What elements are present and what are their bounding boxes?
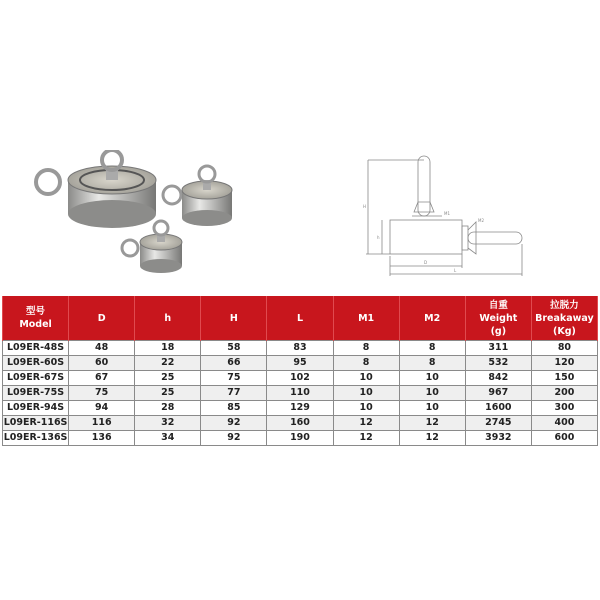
table-row <box>3 356 598 371</box>
small-magnet-icon <box>122 221 182 273</box>
col-header-m1: M1 <box>333 296 399 341</box>
cell-m1: 10 <box>333 371 399 386</box>
cell-breakaway: 150 <box>531 371 597 386</box>
product-photo <box>20 150 260 275</box>
medium-magnet-icon <box>163 166 232 226</box>
cell-m1: 12 <box>333 431 399 446</box>
cell-h-small: 28 <box>135 401 201 416</box>
cell-m2: 8 <box>399 356 465 371</box>
cell-h-small: 25 <box>135 371 201 386</box>
col-header-model: 型号 Model <box>3 296 69 341</box>
large-magnet-icon <box>36 150 156 228</box>
cell-h-small: 25 <box>135 386 201 401</box>
col-header-m2: M2 <box>399 296 465 341</box>
table-header-row <box>3 296 598 341</box>
cell-d: 75 <box>69 386 135 401</box>
cell-weight: 1600 <box>465 401 531 416</box>
cell-l: 129 <box>267 401 333 416</box>
col-header-l: L <box>267 296 333 341</box>
cell-m2: 12 <box>399 431 465 446</box>
cell-breakaway: 80 <box>531 341 597 356</box>
cell-m1: 8 <box>333 341 399 356</box>
cell-model: L09ER-136S <box>3 431 69 446</box>
col-header-h-small: h <box>135 296 201 341</box>
cell-l: 95 <box>267 356 333 371</box>
cell-m1: 10 <box>333 401 399 416</box>
table-row <box>3 401 598 416</box>
cell-h-large: 92 <box>201 431 267 446</box>
cell-m2: 10 <box>399 401 465 416</box>
cell-m2: 10 <box>399 371 465 386</box>
col-header-breakaway: 拉脱力 Breakaway (Kg) <box>531 296 597 341</box>
cell-l: 110 <box>267 386 333 401</box>
table-row <box>3 431 598 446</box>
cell-h-large: 66 <box>201 356 267 371</box>
cell-breakaway: 300 <box>531 401 597 416</box>
spec-table <box>2 296 598 446</box>
table-row <box>3 341 598 356</box>
table-row <box>3 371 598 386</box>
cell-weight: 311 <box>465 341 531 356</box>
cell-l: 83 <box>267 341 333 356</box>
cell-d: 67 <box>69 371 135 386</box>
table-row <box>3 416 598 431</box>
cell-h-large: 85 <box>201 401 267 416</box>
cell-l: 160 <box>267 416 333 431</box>
cell-h-large: 92 <box>201 416 267 431</box>
cell-h-small: 34 <box>135 431 201 446</box>
dim-M1-label: M1 <box>444 211 450 216</box>
cell-breakaway: 200 <box>531 386 597 401</box>
cell-model: L09ER-75S <box>3 386 69 401</box>
cell-breakaway: 400 <box>531 416 597 431</box>
cell-m1: 12 <box>333 416 399 431</box>
cell-l: 190 <box>267 431 333 446</box>
cell-model: L09ER-60S <box>3 356 69 371</box>
cell-d: 136 <box>69 431 135 446</box>
col-header-d: D <box>69 296 135 341</box>
dim-H-label: H <box>363 204 367 209</box>
cell-h-large: 58 <box>201 341 267 356</box>
col-header-h-large: H <box>201 296 267 341</box>
cell-d: 48 <box>69 341 135 356</box>
cell-h-small: 22 <box>135 356 201 371</box>
cell-m2: 8 <box>399 341 465 356</box>
cell-model: L09ER-116S <box>3 416 69 431</box>
table-row <box>3 386 598 401</box>
cell-d: 116 <box>69 416 135 431</box>
cell-d: 60 <box>69 356 135 371</box>
cell-model: L09ER-48S <box>3 341 69 356</box>
cell-h-small: 18 <box>135 341 201 356</box>
cell-d: 94 <box>69 401 135 416</box>
cell-h-large: 75 <box>201 371 267 386</box>
cell-weight: 2745 <box>465 416 531 431</box>
cell-h-small: 32 <box>135 416 201 431</box>
dim-L-label: L <box>454 268 457 273</box>
cell-weight: 3932 <box>465 431 531 446</box>
cell-model: L09ER-94S <box>3 401 69 416</box>
cell-h-large: 77 <box>201 386 267 401</box>
cell-m2: 12 <box>399 416 465 431</box>
cell-weight: 967 <box>465 386 531 401</box>
cell-weight: 842 <box>465 371 531 386</box>
cell-model: L09ER-67S <box>3 371 69 386</box>
cell-weight: 532 <box>465 356 531 371</box>
cell-breakaway: 120 <box>531 356 597 371</box>
dim-M2-label: M2 <box>478 218 484 223</box>
cell-m2: 10 <box>399 386 465 401</box>
cell-breakaway: 600 <box>531 431 597 446</box>
cell-m1: 10 <box>333 386 399 401</box>
dim-D-label: D <box>424 260 428 265</box>
col-header-weight: 自重 Weight (g) <box>465 296 531 341</box>
cell-l: 102 <box>267 371 333 386</box>
cell-m1: 8 <box>333 356 399 371</box>
dim-h-label: h <box>377 235 380 240</box>
dimension-drawing <box>350 150 530 280</box>
